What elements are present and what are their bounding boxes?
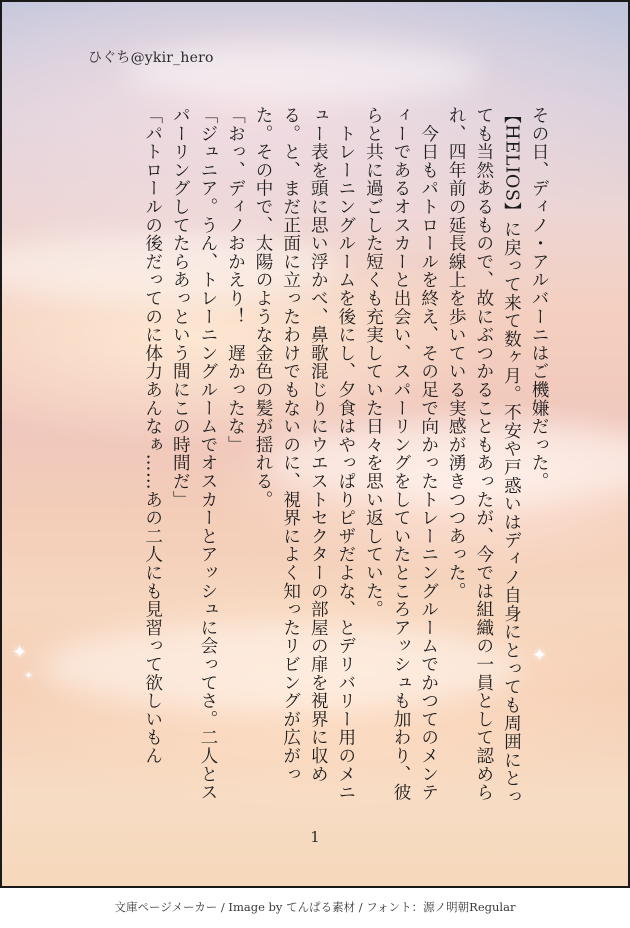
paragraph: トレーニングルームを後にし、夕食はやっぱりピザだよな、とデリバリー用のメニュー表を頭に思い浮かべ、鼻歌混じりにウエストセクターの部屋の扉を視界に収める。と、まだ正面に立ったわけでもないのに、視界によく知ったリビングが広がった。その中で、太陽のような金色の髪が揺れる。 (253, 106, 356, 802)
paragraph: その日、ディノ・アルバーニはご機嫌だった。 (529, 106, 549, 491)
paragraph: 【HELIOS】に戻って来て数ヶ月。不安や戸惑いはディノ自身にとっても周囲にとっても当然あるもので、故にぶつかることもあったが、今では組織の一員として認められ、四年前の延長線上を歩いている実感が湧きつつあった。 (446, 106, 522, 806)
author-handle: ひぐち@ykir_hero (88, 50, 214, 66)
vertical-body-text (138, 106, 552, 806)
paragraph: 「ジュニア。うん、トレーニングルームでオスカーとアッシュに会ってさ。二人とスパーリングしてたらあっという間にこの時間だ」 (170, 106, 218, 802)
sparkle-icon: ✦ (12, 642, 28, 663)
paragraph: 今日もパトロールを終え、その足で向かったトレーニングルームでかつてのメンティーであるオスカーと出会い、スパーリングをしていたところアッシュも加わり、彼らと共に過ごした短くも充実していた日々を思い返していた。 (363, 106, 439, 802)
paragraph: 「おっ、ディノおかえり！ 遅かったな」 (225, 106, 246, 454)
page-number: 1 (310, 828, 320, 846)
credit-line: 文庫ページメーカー / Image by てんぱる素材 / フォント：源ノ明朝Regular (114, 900, 516, 914)
paragraph: 「パトロールの後だってのに体力あんなぁ……あの二人にも見習って欲しいもん (142, 106, 163, 765)
sparkle-icon: ✦ (24, 669, 34, 682)
sparkle-icon: ✦ (532, 645, 548, 666)
